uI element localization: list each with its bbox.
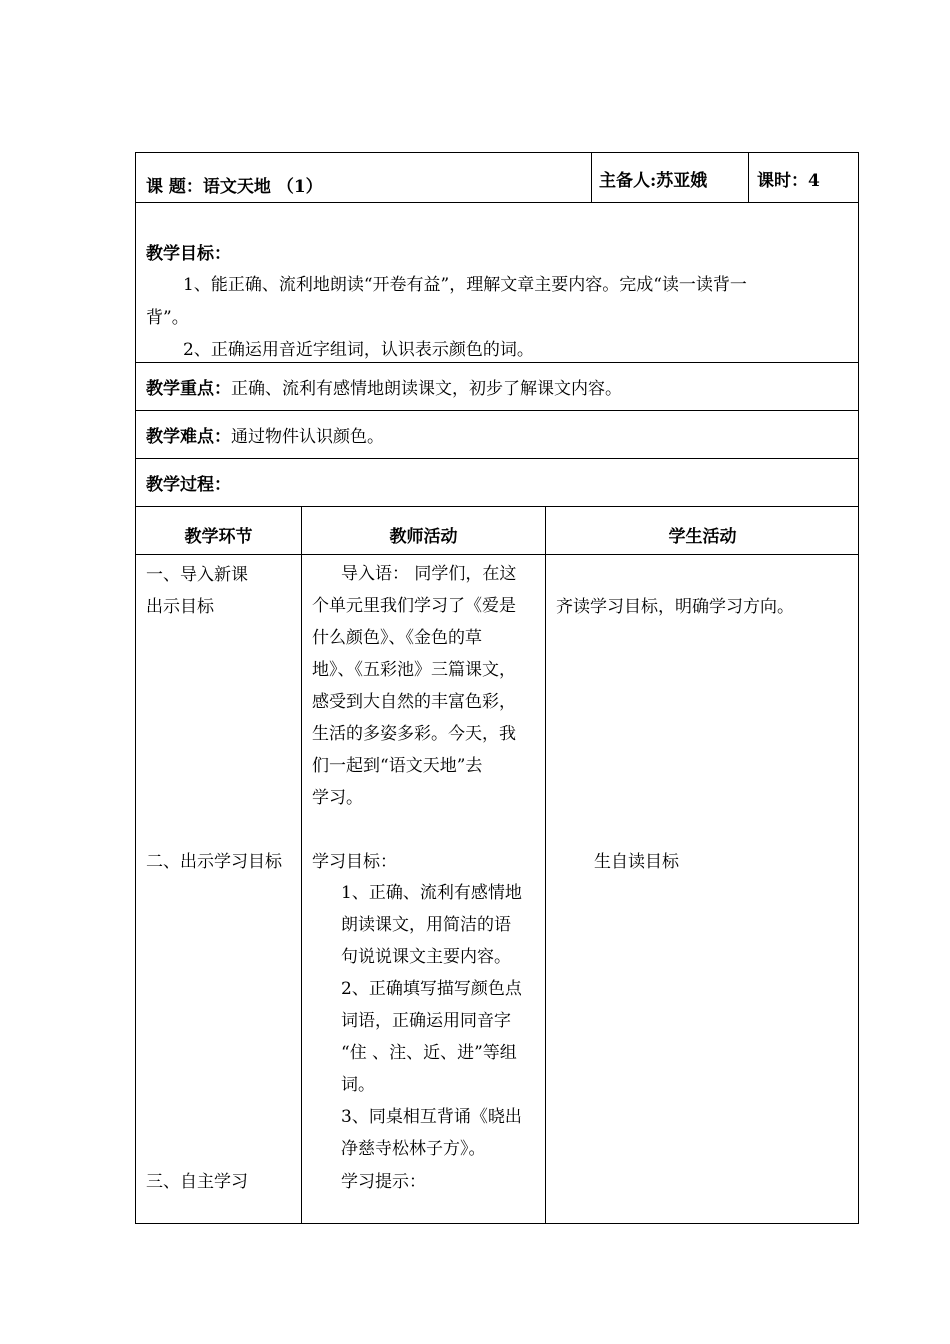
- header-divider: [591, 153, 592, 202]
- column-header-stage: 教学环节: [184, 527, 253, 547]
- teacher-goals-line: 2、正确填写描写颜色点: [341, 979, 522, 999]
- student-activity-1: 齐读学习目标，明确学习方向。: [556, 597, 794, 617]
- key-points-text: 正确、流利有感情地朗读课文，初步了解课文内容。: [231, 379, 622, 399]
- class-hours: 课时：4: [757, 171, 820, 191]
- teacher-goals: [341, 877, 544, 1165]
- row-divider: [136, 554, 858, 555]
- stage-1-line-2: 出示目标: [146, 597, 214, 617]
- key-points-label: 教学重点：: [146, 379, 231, 399]
- teacher-goals-line: 1、正确、流利有感情地: [341, 883, 522, 903]
- teacher-intro-line: 个单元里我们学习了《爱是: [312, 596, 516, 616]
- teacher-goals-line: 3、同桌相互背诵《晓出: [341, 1107, 522, 1127]
- row-divider: [136, 506, 858, 507]
- teacher-goals-line: 句说说课文主要内容。: [341, 947, 511, 967]
- teacher-intro-line: 们一起到“语文天地”去: [312, 756, 483, 776]
- title-label: 课 题：: [146, 177, 203, 197]
- teacher-goals-line: 朗读课文，用简洁的语: [341, 915, 511, 935]
- teacher-goals-line: “住 、注、近、进”等组: [341, 1043, 517, 1063]
- teacher-intro-line: 导入语： 同学们，在这: [341, 564, 517, 584]
- stage-3: 三、自主学习: [146, 1172, 248, 1192]
- teacher-goals-line: 词。: [341, 1075, 375, 1095]
- row-divider: [136, 362, 858, 363]
- column-header-teacher: 教师活动: [389, 527, 458, 547]
- teacher-intro-line: 什么颜色》、《金色的草: [312, 628, 482, 648]
- lesson-plan-table: [135, 152, 859, 1224]
- key-points: [146, 379, 622, 399]
- column-divider: [301, 506, 302, 1224]
- teacher-intro: [312, 558, 544, 814]
- objective-item-1-line-1: 1、能正确、流利地朗读“开卷有益”，理解文章主要内容。完成“读一读背一: [183, 275, 747, 295]
- lesson-title: [146, 177, 323, 197]
- teacher-goals-line: 词语，正确运用同音字: [341, 1011, 511, 1031]
- difficulties: [146, 427, 384, 447]
- stage-2: 二、出示学习目标: [146, 852, 282, 872]
- process-label: 教学过程：: [146, 475, 231, 495]
- difficulties-text: 通过物件认识颜色。: [231, 427, 384, 447]
- row-divider: [136, 202, 858, 203]
- header-divider: [748, 153, 749, 202]
- objective-item-2: 2、正确运用音近字组词，认识表示颜色的词。: [183, 340, 534, 360]
- teacher-goals-label: 学习目标：: [312, 852, 397, 872]
- objectives-label: 教学目标：: [146, 244, 231, 264]
- teacher-intro-line: 地》、《五彩池》三篇课文，: [312, 660, 516, 680]
- teacher-goals-line: 净慈寺松林子方》。: [341, 1139, 486, 1159]
- teacher-intro-line: 感受到大自然的丰富色彩，: [312, 692, 516, 712]
- preparer: 主备人:苏亚娥: [599, 171, 708, 191]
- title-value: 语文天地 （1）: [202, 177, 323, 197]
- objective-item-1-line-2: 背”。: [146, 308, 189, 328]
- student-activity-2: 生自读目标: [594, 852, 679, 872]
- row-divider: [136, 410, 858, 411]
- column-divider: [545, 506, 546, 1224]
- difficulties-label: 教学难点：: [146, 427, 231, 447]
- teacher-tips-label: 学习提示：: [341, 1172, 426, 1192]
- teacher-intro-line: 学习。: [312, 788, 363, 808]
- column-header-student: 学生活动: [668, 527, 737, 547]
- teacher-intro-line: 生活的多姿多彩。今天，我: [312, 724, 516, 744]
- row-divider: [136, 458, 858, 459]
- stage-1-line-1: 一、导入新课: [146, 565, 248, 585]
